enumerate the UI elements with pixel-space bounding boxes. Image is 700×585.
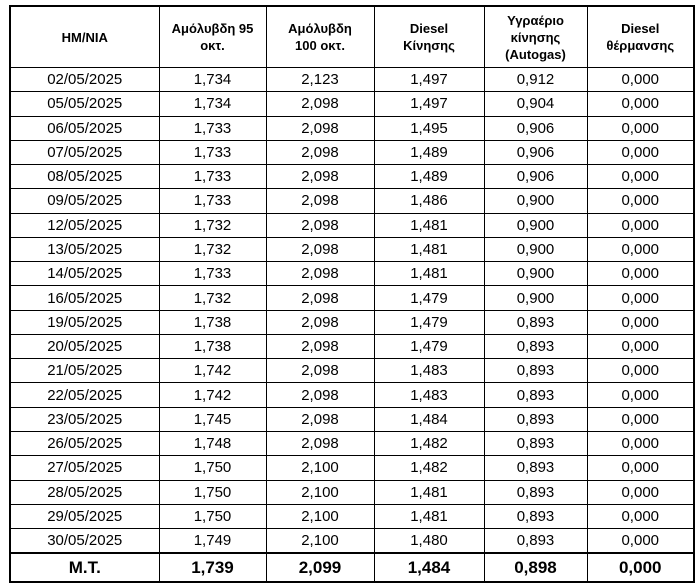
date-cell: 26/05/2025 (10, 431, 159, 455)
heating-diesel-cell: 0,000 (587, 480, 694, 504)
heating-diesel-cell: 0,000 (587, 334, 694, 358)
col-header-autogas (484, 6, 587, 68)
unleaded-100-cell: 2,100 (266, 456, 374, 480)
diesel-motion-cell: 1,481 (374, 213, 484, 237)
date-cell: 30/05/2025 (10, 529, 159, 554)
heating-diesel-cell: 0,000 (587, 165, 694, 189)
unleaded-100-cell: 2,098 (266, 213, 374, 237)
autogas-cell: 0,893 (484, 407, 587, 431)
table-row (10, 68, 694, 92)
heating-diesel-cell: 0,000 (587, 407, 694, 431)
heating-diesel-cell: 0,000 (587, 116, 694, 140)
autogas-cell: 0,900 (484, 286, 587, 310)
date-cell: 28/05/2025 (10, 480, 159, 504)
date-cell: 08/05/2025 (10, 165, 159, 189)
autogas-cell: 0,900 (484, 262, 587, 286)
col-header-diesel-motion (374, 6, 484, 68)
table-row (10, 140, 694, 164)
unleaded-95-cell: 1,738 (159, 334, 266, 358)
unleaded-100-cell: 2,123 (266, 68, 374, 92)
unleaded-100-cell: 2,098 (266, 140, 374, 164)
table-row (10, 334, 694, 358)
diesel-motion-cell: 1,481 (374, 237, 484, 261)
table-row (10, 529, 694, 554)
table-row (10, 189, 694, 213)
unleaded-95-cell: 1,742 (159, 359, 266, 383)
unleaded-95-cell: 1,732 (159, 213, 266, 237)
average-cell: 1,484 (374, 553, 484, 582)
heating-diesel-cell: 0,000 (587, 189, 694, 213)
unleaded-95-cell: 1,750 (159, 456, 266, 480)
autogas-cell: 0,906 (484, 116, 587, 140)
date-cell: 19/05/2025 (10, 310, 159, 334)
unleaded-100-cell: 2,098 (266, 334, 374, 358)
date-cell: 21/05/2025 (10, 359, 159, 383)
table-row (10, 92, 694, 116)
col-header-heating-diesel (587, 6, 694, 68)
heating-diesel-cell: 0,000 (587, 310, 694, 334)
unleaded-100-cell: 2,098 (266, 383, 374, 407)
col-header-diesel-motion-label: Diesel Κίνησης (403, 21, 455, 53)
diesel-motion-cell: 1,497 (374, 92, 484, 116)
heating-diesel-cell: 0,000 (587, 359, 694, 383)
unleaded-95-cell: 1,733 (159, 116, 266, 140)
autogas-cell: 0,900 (484, 213, 587, 237)
heating-diesel-cell: 0,000 (587, 431, 694, 455)
autogas-cell: 0,912 (484, 68, 587, 92)
table-row (10, 456, 694, 480)
diesel-motion-cell: 1,495 (374, 116, 484, 140)
diesel-motion-cell: 1,482 (374, 456, 484, 480)
heating-diesel-cell: 0,000 (587, 286, 694, 310)
unleaded-100-cell: 2,098 (266, 310, 374, 334)
date-cell: 13/05/2025 (10, 237, 159, 261)
diesel-motion-cell: 1,479 (374, 286, 484, 310)
fuel-price-table (9, 5, 695, 583)
average-cell: 0,000 (587, 553, 694, 582)
diesel-motion-cell: 1,482 (374, 431, 484, 455)
autogas-cell: 0,893 (484, 529, 587, 554)
col-header-date: ΗΜ/ΝΙΑ (10, 6, 159, 68)
average-label: Μ.Τ. (10, 553, 159, 582)
date-cell: 16/05/2025 (10, 286, 159, 310)
average-row (10, 553, 694, 582)
unleaded-95-cell: 1,733 (159, 262, 266, 286)
diesel-motion-cell: 1,489 (374, 165, 484, 189)
table-row (10, 480, 694, 504)
col-header-heating-diesel-label: Diesel θέρμανσης (606, 21, 675, 53)
diesel-motion-cell: 1,489 (374, 140, 484, 164)
autogas-cell: 0,893 (484, 334, 587, 358)
unleaded-100-cell: 2,098 (266, 189, 374, 213)
autogas-cell: 0,906 (484, 140, 587, 164)
heating-diesel-cell: 0,000 (587, 92, 694, 116)
heating-diesel-cell: 0,000 (587, 213, 694, 237)
heating-diesel-cell: 0,000 (587, 383, 694, 407)
unleaded-100-cell: 2,098 (266, 262, 374, 286)
table-body (10, 68, 694, 554)
unleaded-95-cell: 1,732 (159, 237, 266, 261)
diesel-motion-cell: 1,483 (374, 359, 484, 383)
unleaded-100-cell: 2,100 (266, 504, 374, 528)
unleaded-100-cell: 2,098 (266, 407, 374, 431)
date-cell: 02/05/2025 (10, 68, 159, 92)
unleaded-95-cell: 1,742 (159, 383, 266, 407)
heating-diesel-cell: 0,000 (587, 237, 694, 261)
autogas-cell: 0,893 (484, 310, 587, 334)
date-cell: 29/05/2025 (10, 504, 159, 528)
heating-diesel-cell: 0,000 (587, 68, 694, 92)
autogas-cell: 0,900 (484, 237, 587, 261)
unleaded-95-cell: 1,733 (159, 165, 266, 189)
unleaded-100-cell: 2,098 (266, 237, 374, 261)
unleaded-95-cell: 1,750 (159, 480, 266, 504)
table-row (10, 165, 694, 189)
unleaded-100-cell: 2,098 (266, 116, 374, 140)
unleaded-95-cell: 1,749 (159, 529, 266, 554)
autogas-cell: 0,893 (484, 431, 587, 455)
diesel-motion-cell: 1,483 (374, 383, 484, 407)
date-cell: 14/05/2025 (10, 262, 159, 286)
unleaded-95-cell: 1,733 (159, 189, 266, 213)
diesel-motion-cell: 1,480 (374, 529, 484, 554)
col-header-unleaded-95-label: Αμόλυβδη 95 οκτ. (171, 21, 254, 53)
diesel-motion-cell: 1,484 (374, 407, 484, 431)
heating-diesel-cell: 0,000 (587, 262, 694, 286)
table-row (10, 383, 694, 407)
table-row (10, 262, 694, 286)
table-row (10, 359, 694, 383)
autogas-cell: 0,900 (484, 189, 587, 213)
autogas-cell: 0,893 (484, 456, 587, 480)
autogas-cell: 0,893 (484, 504, 587, 528)
heating-diesel-cell: 0,000 (587, 529, 694, 554)
date-cell: 09/05/2025 (10, 189, 159, 213)
table-row (10, 407, 694, 431)
diesel-motion-cell: 1,497 (374, 68, 484, 92)
unleaded-95-cell: 1,732 (159, 286, 266, 310)
autogas-cell: 0,893 (484, 480, 587, 504)
diesel-motion-cell: 1,481 (374, 504, 484, 528)
unleaded-100-cell: 2,098 (266, 286, 374, 310)
unleaded-100-cell: 2,098 (266, 165, 374, 189)
unleaded-100-cell: 2,100 (266, 529, 374, 554)
average-cell: 0,898 (484, 553, 587, 582)
date-cell: 22/05/2025 (10, 383, 159, 407)
unleaded-95-cell: 1,750 (159, 504, 266, 528)
heating-diesel-cell: 0,000 (587, 140, 694, 164)
diesel-motion-cell: 1,481 (374, 480, 484, 504)
unleaded-95-cell: 1,734 (159, 68, 266, 92)
heating-diesel-cell: 0,000 (587, 456, 694, 480)
unleaded-100-cell: 2,098 (266, 431, 374, 455)
date-cell: 12/05/2025 (10, 213, 159, 237)
heating-diesel-cell: 0,000 (587, 504, 694, 528)
autogas-cell: 0,906 (484, 165, 587, 189)
col-header-unleaded-100-label: Αμόλυβδη 100 οκτ. (288, 21, 352, 53)
table-row (10, 213, 694, 237)
col-header-unleaded-95 (159, 6, 266, 68)
col-header-unleaded-100 (266, 6, 374, 68)
table-row (10, 237, 694, 261)
autogas-cell: 0,893 (484, 359, 587, 383)
table-row (10, 431, 694, 455)
autogas-cell: 0,893 (484, 383, 587, 407)
average-cell: 2,099 (266, 553, 374, 582)
diesel-motion-cell: 1,479 (374, 334, 484, 358)
table-row (10, 116, 694, 140)
unleaded-95-cell: 1,745 (159, 407, 266, 431)
average-cell: 1,739 (159, 553, 266, 582)
unleaded-100-cell: 2,098 (266, 359, 374, 383)
unleaded-100-cell: 2,098 (266, 92, 374, 116)
table-row (10, 310, 694, 334)
unleaded-95-cell: 1,748 (159, 431, 266, 455)
date-cell: 23/05/2025 (10, 407, 159, 431)
date-cell: 05/05/2025 (10, 92, 159, 116)
unleaded-100-cell: 2,100 (266, 480, 374, 504)
date-cell: 06/05/2025 (10, 116, 159, 140)
autogas-cell: 0,904 (484, 92, 587, 116)
date-cell: 20/05/2025 (10, 334, 159, 358)
table-row (10, 286, 694, 310)
date-cell: 07/05/2025 (10, 140, 159, 164)
diesel-motion-cell: 1,479 (374, 310, 484, 334)
unleaded-95-cell: 1,733 (159, 140, 266, 164)
diesel-motion-cell: 1,486 (374, 189, 484, 213)
unleaded-95-cell: 1,734 (159, 92, 266, 116)
date-cell: 27/05/2025 (10, 456, 159, 480)
table-row (10, 504, 694, 528)
col-header-autogas-label: Υγραέριο κίνησης (Autogas) (505, 12, 566, 62)
unleaded-95-cell: 1,738 (159, 310, 266, 334)
diesel-motion-cell: 1,481 (374, 262, 484, 286)
table-header-row (10, 6, 694, 68)
